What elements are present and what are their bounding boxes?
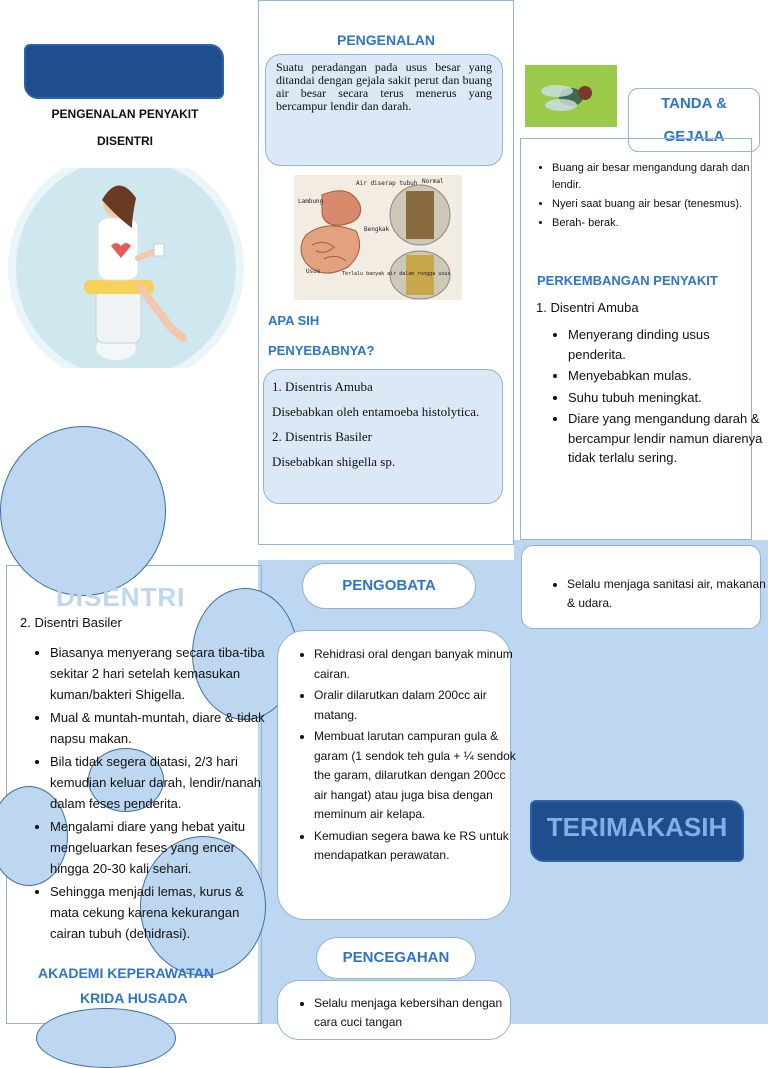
basiler-title: 2. Disentri Basiler: [20, 615, 122, 630]
penyebab-heading-line2: PENYEBABNYA?: [268, 343, 375, 358]
deco-circle-footer: [36, 1008, 176, 1068]
perkembangan-heading: PERKEMBANGAN PENYAKIT: [537, 273, 718, 288]
sanitasi-item: • Selalu menjaga sanitasi air, makanan & udara.: [567, 575, 768, 613]
pengobatan-list: [292, 645, 522, 868]
pencegahan-item: • Selalu menjaga kebersihan dengan cara cuci tangan: [314, 994, 522, 1032]
closing-text: TERIMAKASIH: [546, 812, 728, 842]
cover-banner: [24, 44, 224, 99]
cover-subtitle-line2: DISENTRI: [96, 134, 153, 148]
label-air: Air diserap tubuh: [356, 180, 418, 187]
digestive-diagram: [294, 175, 462, 300]
amuba-list: [546, 325, 768, 470]
deco-circle-large: [0, 426, 166, 596]
pengobatan-item: • Oralir dilarutkan dalam 200cc air matang.: [314, 686, 522, 725]
basiler-item: • Sehingga menjadi lemas, kurus & mata cekung karena kekurangan cairan tubuh (dehidrasi).: [50, 881, 272, 944]
tanda-item: • Berah- berak.: [552, 215, 767, 232]
basiler-list: [28, 642, 272, 946]
amuba-item: • Suhu tubuh meningkat.: [568, 388, 768, 408]
pengenalan-body: Suatu peradangan pada usus besar yang ditandai dengan gejala sakit perut dan buang air besar secara terus menerus yang bercampur lendir dan darah.: [276, 60, 492, 113]
patient-illustration: [6, 168, 244, 368]
pencegahan-heading: PENCEGAHAN: [342, 949, 450, 966]
penyebab-item: 1. Disentris Amuba: [272, 379, 373, 394]
basiler-item: • Mual & muntah-muntah, diare & tidak napsu makan.: [50, 707, 272, 749]
penyebab-item: Disebabkan oleh entamoeba histolytica.: [272, 404, 480, 419]
amuba-item: • Menyebabkan mulas.: [568, 366, 768, 386]
footer-line1: AKADEMI KEPERAWATAN: [38, 965, 215, 981]
tanda-list: [530, 160, 767, 234]
cover-subtitle-line1: PENGENALAN PENYAKIT: [51, 107, 199, 121]
penyebab-item: 2. Disentris Basiler: [272, 429, 373, 444]
pengobatan-item: • Membuat larutan campuran gula & garam (1 sendok teh gula + ¼ sendok the garam, dilarutkan dengan 200cc air hangat) atau juga bisa dengan meminum air kelapa.: [314, 727, 522, 825]
pencegahan-list: [292, 994, 522, 1034]
faded-title: DISENTRI: [56, 582, 186, 612]
fly-photo: [525, 65, 617, 127]
label-terlalu: Terlalu banyak air dalam rongga usus: [342, 271, 451, 277]
basiler-item: • Mengalami diare yang hebat yaitu mengeluarkan feses yang encer hingga 20-30 kali sehari.: [50, 816, 272, 879]
label-lambung: Lambung: [298, 198, 324, 205]
pengenalan-heading: PENGENALAN: [336, 32, 435, 48]
amuba-title: 1. Disentri Amuba: [536, 300, 639, 315]
pengobatan-item: • Kemudian segera bawa ke RS untuk mendapatkan perawatan.: [314, 827, 522, 866]
tanda-heading-line2: GEJALA: [663, 128, 725, 145]
penyebab-item: Disebabkan shigella sp.: [272, 454, 396, 469]
penyebab-box: [263, 369, 503, 504]
pengobatan-item: • Rehidrasi oral dengan banyak minum cairan.: [314, 645, 522, 684]
label-usus: Usus: [306, 268, 321, 275]
footer-line2: KRIDA HUSADA: [80, 990, 188, 1006]
tanda-item: • Buang air besar mengandung darah dan lendir.: [552, 160, 767, 194]
penyebab-heading-line1: APA SIH: [268, 313, 320, 328]
label-normal: Normal: [422, 178, 444, 185]
pengobatan-heading: PENGOBATA: [342, 577, 436, 594]
basiler-item: • Biasanya menyerang secara tiba-tiba sekitar 2 hari setelah kemasukan kuman/bakteri Shigella.: [50, 642, 272, 705]
pengenalan-box: [265, 54, 503, 166]
label-bengkak: Bengkak: [364, 226, 390, 233]
tanda-heading-line1: TANDA &: [661, 95, 727, 112]
tanda-item: • Nyeri saat buang air besar (tenesmus).: [552, 196, 767, 213]
sanitasi-list: [545, 575, 768, 615]
amuba-item: • Menyerang dinding usus penderita.: [568, 325, 768, 364]
amuba-item: • Diare yang mengandung darah & bercampur lendir namun diarenya tidak terlalu sering.: [568, 409, 768, 468]
basiler-item: • Bila tidak segera diatasi, 2/3 hari kemudian keluar darah, lendir/nanah dalam feses penderita.: [50, 751, 272, 814]
